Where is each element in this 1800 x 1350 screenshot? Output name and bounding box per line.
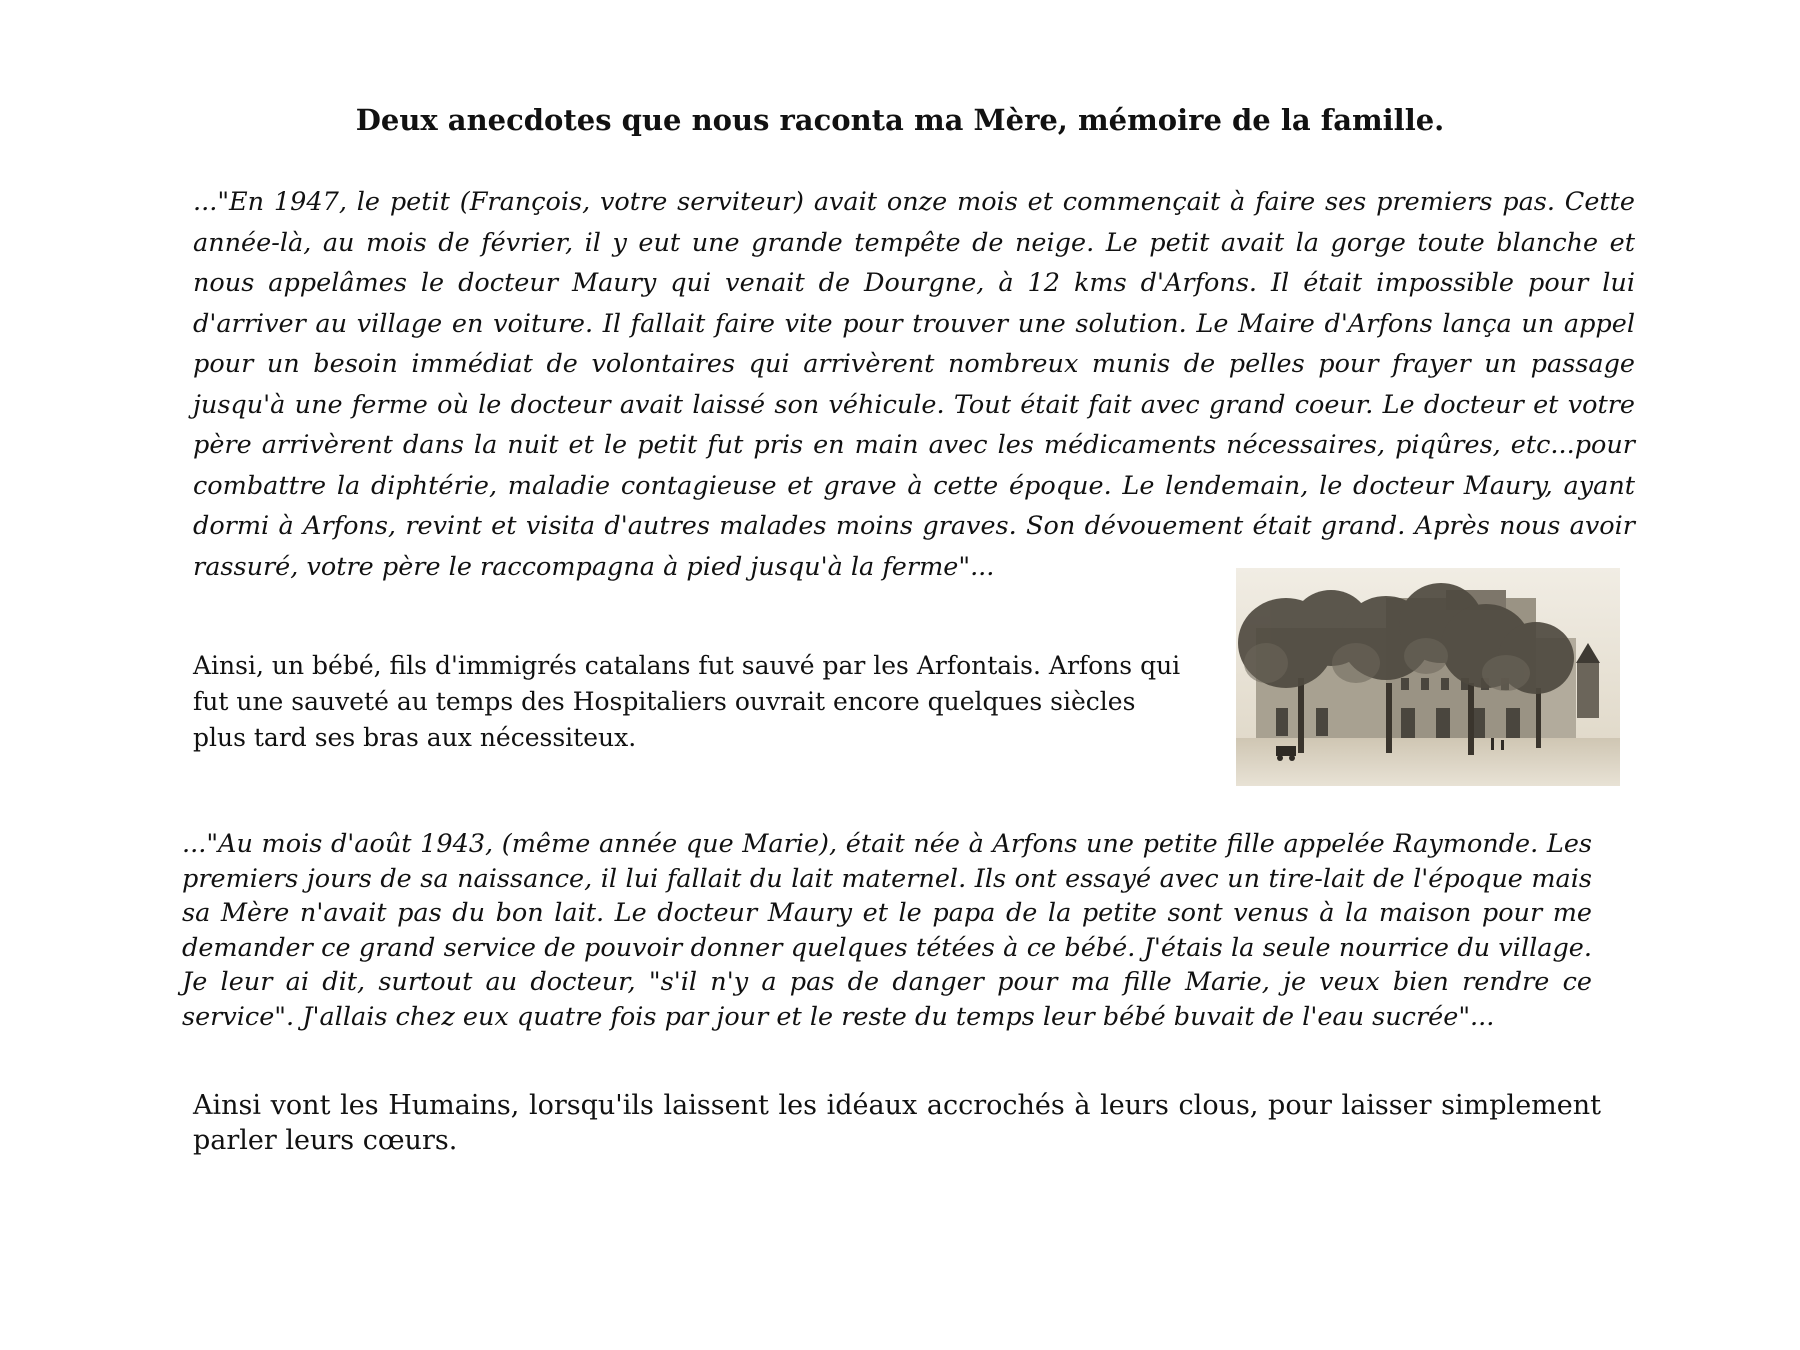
commentary-paragraph: Ainsi, un bébé, fils d'immigrés catalans fut sauvé par les Arfontais. Arfons qui fut une sauveté au temps des Hospitaliers ouvrait encore quelques siècles plus tard ses bras aux nécessiteux. <box>193 651 1181 752</box>
village-square-photo <box>1236 568 1620 786</box>
conclusion-paragraph: Ainsi vont les Humains, lorsqu'ils laissent les idéaux accrochés à leurs clous, pour laisser simplement parler leurs cœurs. <box>193 1090 1601 1156</box>
village-square-photo-illustration <box>1236 568 1620 786</box>
anecdote-1947-paragraph: ..."En 1947, le petit (François, votre serviteur) avait onze mois et commençait à faire ses premiers pas. Cette année-là, au mois de février, il y eut une grande tempête de neige. Le petit avait la gorge toute blanche et nous appelâmes le docteur Maury qui venait de Dourgne, à 12 kms d'Arfons. Il était impossible pour lui d'arriver au village en voiture. Il fallait faire vite pour trouver une solution. Le Maire d'Arfons lança un appel pour un besoin immédiat de volontaires qui arrivèrent nombreux munis de pelles pour frayer un passage jusqu'à une ferme où le docteur avait laissé son véhicule. Tout était fait avec grand coeur. Le docteur et votre père arrivèrent dans la nuit et le petit fut pris en main avec les médicaments nécessaires, piqûres, etc...pour combattre la diphtérie, maladie contagieuse et grave à cette époque. Le lendemain, le docteur Maury, ayant dormi à Arfons, revint et visita d'autres malades moins graves. Son dévouement était grand. Après nous avoir rassuré, votre père le raccompagna à pied jusqu'à la ferme"... <box>193 187 1635 582</box>
page-title: Deux anecdotes que nous raconta ma Mère, mémoire de la famille. <box>355 103 1445 137</box>
anecdote-1943-paragraph: ..."Au mois d'août 1943, (même année que Marie), était née à Arfons une petite fille appelée Raymonde. Les premiers jours de sa naissance, il lui fallait du lait maternel. Ils ont essayé avec un tire-lait de l'époque mais sa Mère n'avait pas du bon lait. Le docteur Maury et le papa de la petite sont venus à la maison pour me demander ce grand service de pouvoir donner quelques tétées à ce bébé. J'étais la seule nourrice du village. Je leur ai dit, surtout au docteur, "s'il n'y a pas de danger pour ma fille Marie, je veux bien rendre ce service". J'allais chez eux quatre fois par jour et le reste du temps leur bébé buvait de l'eau sucrée"... <box>182 829 1592 1032</box>
